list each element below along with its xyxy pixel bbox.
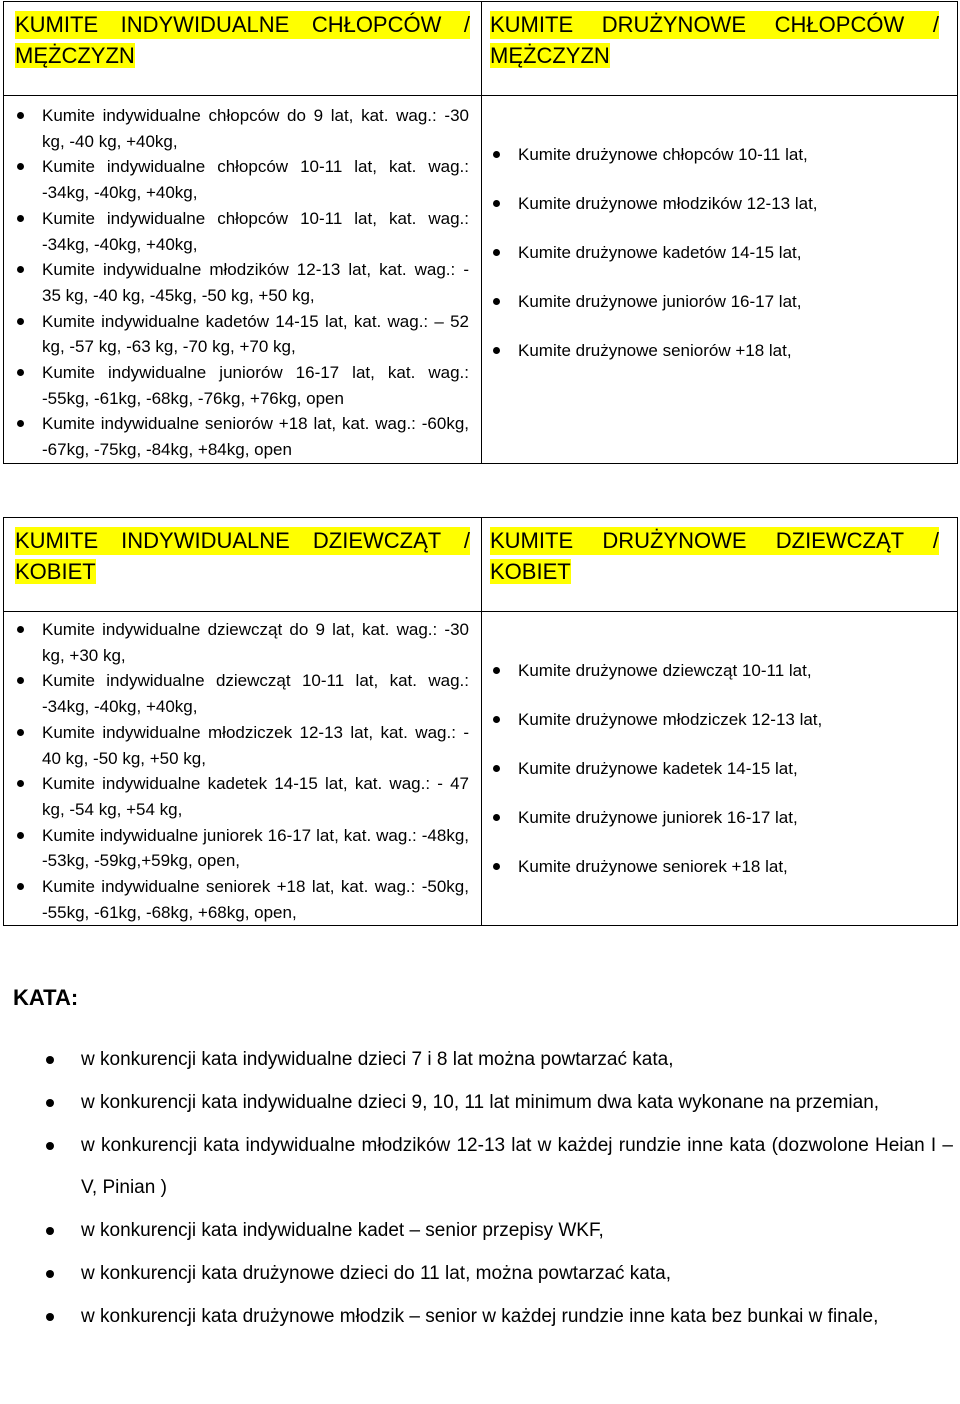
girls-individual-list [4, 617, 481, 925]
girls-team-list [482, 659, 957, 879]
girls-team-header-line2-wrap [490, 558, 571, 586]
boys-kumite-table [3, 1, 958, 464]
girls-individual-header-line1: KUMITE INDYWIDUALNE DZIEWCZĄT / [15, 522, 470, 560]
list-item: Kumite drużynowe kadetów 14-15 lat, [491, 241, 945, 265]
list-item: Kumite indywidualne kadetów 14-15 lat, kat. wag.: – 52 kg, -57 kg, -63 kg, -70 kg, +70 kg, [15, 309, 469, 360]
list-item: Kumite drużynowe młodziczek 12-13 lat, [491, 708, 945, 732]
list-item: Kumite indywidualne seniorek +18 lat, kat. wag.: -50kg, -55kg, -61kg, -68kg, +68kg, open, [15, 874, 469, 925]
list-item: Kumite indywidualne dziewcząt do 9 lat, kat. wag.: -30 kg, +30 kg, [15, 617, 469, 668]
girls-team-header-line2: KOBIET [490, 559, 571, 584]
list-item: Kumite indywidualne chłopców 10-11 lat, kat. wag.: -34kg, -40kg, +40kg, [15, 206, 469, 257]
girls-individual-header-line2-wrap [15, 558, 96, 586]
list-item: w konkurencji kata indywidualne młodzików 12-13 lat w każdej rundzie inne kata (dozwolone Heian I – V, Pinian ) [46, 1125, 953, 1209]
boys-team-header-line2: MĘŻCZYZN [490, 43, 610, 68]
list-item: Kumite drużynowe juniorek 16-17 lat, [491, 806, 945, 830]
list-item: Kumite indywidualne seniorów +18 lat, kat. wag.: -60kg, -67kg, -75kg, -84kg, +84kg, open [15, 411, 469, 462]
list-item: w konkurencji kata drużynowe młodzik – senior w każdej rundzie inne kata bez bunkai w finale, [46, 1296, 953, 1338]
list-item: Kumite indywidualne młodzików 12-13 lat, kat. wag.: - 35 kg, -40 kg, -45kg, -50 kg, +50 kg, [15, 257, 469, 308]
list-item: w konkurencji kata indywidualne kadet – senior przepisy WKF, [46, 1210, 953, 1252]
list-item: Kumite indywidualne kadetek 14-15 lat, kat. wag.: - 47 kg, -54 kg, +54 kg, [15, 771, 469, 822]
boys-individual-header-line2-wrap [15, 42, 135, 70]
list-item: Kumite drużynowe młodzików 12-13 lat, [491, 192, 945, 216]
list-item: Kumite indywidualne chłopców 10-11 lat, kat. wag.: -34kg, -40kg, +40kg, [15, 154, 469, 205]
boys-team-header-line2-wrap [490, 42, 610, 70]
girls-team-header-line1: KUMITE DRUŻYNOWE DZIEWCZĄT / [490, 522, 939, 560]
girls-individual-list-cell [4, 612, 482, 926]
list-item: Kumite drużynowe seniorek +18 lat, [491, 855, 945, 879]
girls-team-list-cell [482, 612, 958, 926]
list-item: Kumite indywidualne juniorek 16-17 lat, kat. wag.: -48kg, -53kg, -59kg,+59kg, open, [15, 823, 469, 874]
boys-team-header-line1: KUMITE DRUŻYNOWE CHŁOPCÓW / [490, 6, 939, 44]
list-item: w konkurencji kata indywidualne dzieci 7 i 8 lat można powtarzać kata, [46, 1039, 953, 1081]
boys-individual-header-line1: KUMITE INDYWIDUALNE CHŁOPCÓW / [15, 6, 470, 44]
list-item: w konkurencji kata drużynowe dzieci do 11 lat, można powtarzać kata, [46, 1253, 953, 1295]
list-item: Kumite drużynowe dziewcząt 10-11 lat, [491, 659, 945, 683]
list-item: Kumite indywidualne dziewcząt 10-11 lat, kat. wag.: -34kg, -40kg, +40kg, [15, 668, 469, 719]
girls-individual-header-line2: KOBIET [15, 559, 96, 584]
boys-team-header [490, 6, 939, 44]
list-item: Kumite indywidualne chłopców do 9 lat, kat. wag.: -30 kg, -40 kg, +40kg, [15, 103, 469, 154]
girls-team-header [490, 522, 939, 560]
boys-individual-list [4, 103, 481, 463]
kata-title: KATA: [13, 985, 79, 1010]
boys-individual-list-cell [4, 96, 482, 464]
list-item: w konkurencji kata indywidualne dzieci 9, 10, 11 lat minimum dwa kata wykonane na przemian, [46, 1082, 953, 1124]
list-item: Kumite indywidualne juniorów 16-17 lat, kat. wag.: -55kg, -61kg, -68kg, -76kg, +76kg, open [15, 360, 469, 411]
girls-kumite-table [3, 517, 958, 926]
boys-individual-header [15, 6, 470, 44]
boys-team-list-cell [482, 96, 958, 464]
boys-team-list [482, 143, 957, 363]
list-item: Kumite drużynowe kadetek 14-15 lat, [491, 757, 945, 781]
list-item: Kumite drużynowe chłopców 10-11 lat, [491, 143, 945, 167]
boys-individual-header-line2: MĘŻCZYZN [15, 43, 135, 68]
girls-individual-header [15, 522, 470, 560]
list-item: Kumite indywidualne młodziczek 12-13 lat, kat. wag.: - 40 kg, -50 kg, +50 kg, [15, 720, 469, 771]
list-item: Kumite drużynowe seniorów +18 lat, [491, 339, 945, 363]
kata-list [46, 1039, 953, 1339]
list-item: Kumite drużynowe juniorów 16-17 lat, [491, 290, 945, 314]
